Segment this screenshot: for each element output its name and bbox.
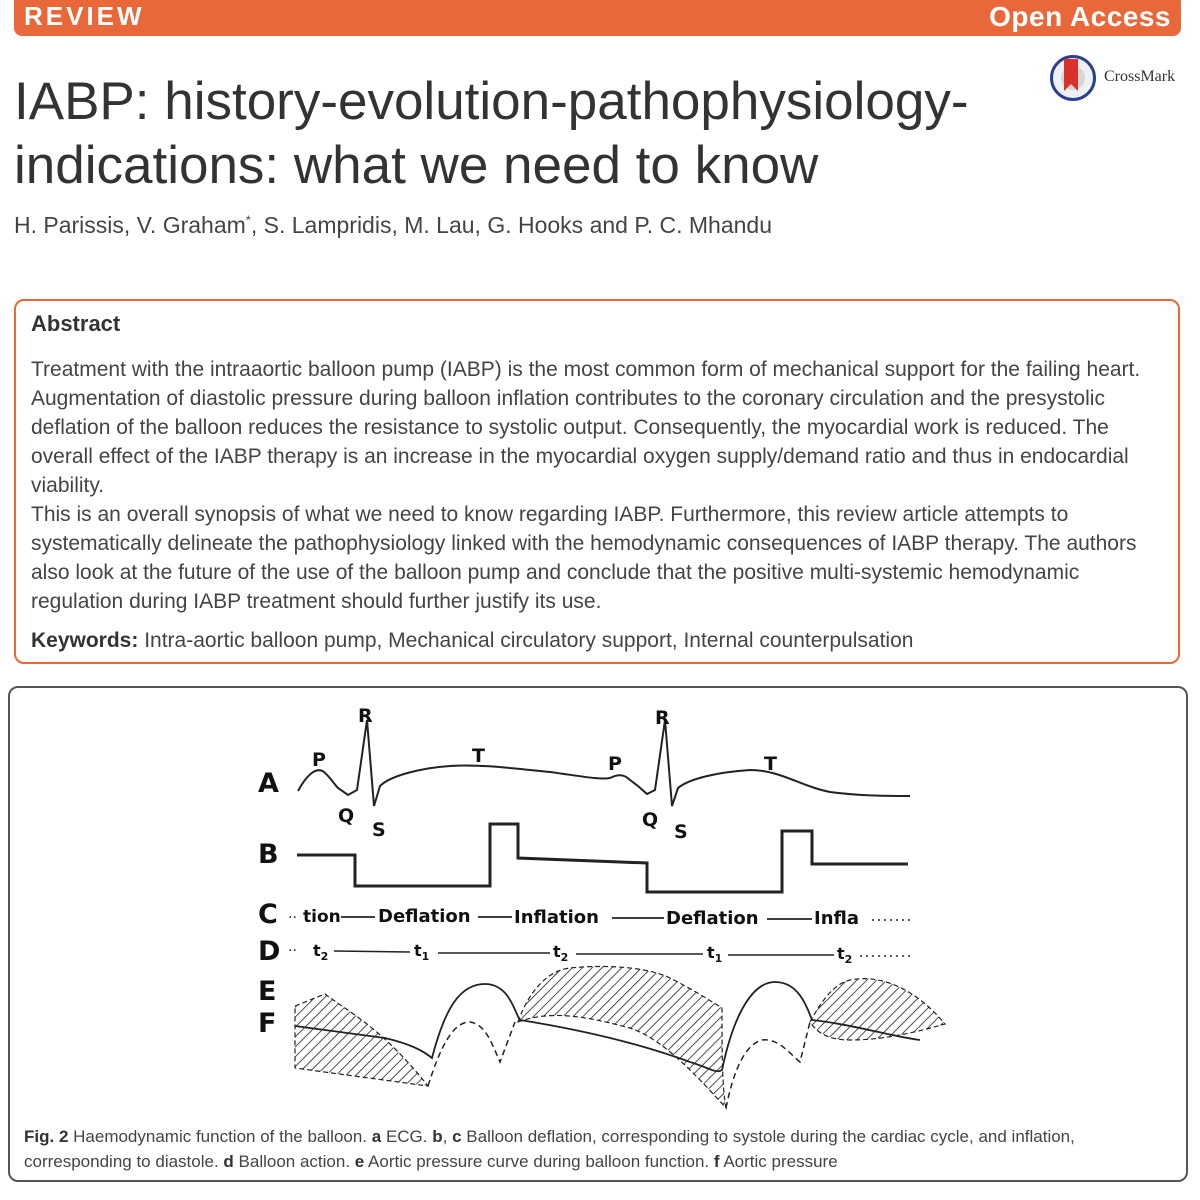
interval-t1-1: $t_1$ [414, 941, 430, 963]
svg-text:··: ·· [288, 943, 297, 959]
wave-p-1: P [312, 749, 326, 771]
interval-t2-1: $t_2$ [313, 941, 329, 963]
crossmark-label: CrossMark [1104, 68, 1176, 85]
figure-label: Fig. 2 [24, 1127, 69, 1146]
hatched-area-2 [518, 966, 726, 1108]
phase-inflation: Inflation [514, 907, 599, 928]
row-label-a: A [258, 768, 279, 799]
corresponding-author-mark[interactable]: * [245, 212, 251, 228]
wave-s-1: S [372, 819, 386, 841]
wave-t-2: T [764, 753, 777, 775]
wave-q-1: Q [338, 805, 355, 827]
phase-deflation-2: Deflation [666, 908, 759, 929]
row-label-f: F [258, 1008, 277, 1039]
figure-2 [8, 686, 1188, 1182]
abstract-paragraph-2: This is an overall synopsis of what we need to know regarding IABP. Furthermore, this review article attempts to systematically delineate the pathophysiology linked with the hemodynamic consequences of IABP therapy. The authors also look at the future of the use of the balloon pump and conclude that the positive multi-systemic hemodynamic regulation during IABP treatment should further justify its use. [31, 503, 1137, 613]
interval-t1-2: $t_1$ [707, 943, 723, 965]
row-label-e: E [258, 976, 277, 1007]
wave-q-2: Q [642, 809, 659, 831]
phase-tion: tion [303, 907, 341, 927]
hatched-area-1 [295, 994, 428, 1086]
row-label-b: B [258, 839, 279, 870]
svg-text:··: ·· [288, 910, 297, 926]
balloon-action-trace [297, 824, 908, 892]
keywords [31, 629, 913, 653]
figure-caption: Fig. 2 Haemodynamic function of the balloon. a ECG. b, c Balloon deflation, corresponding to systole during the cardiac cycle, and inflation, corresponding to diastole. d Balloon action. e Aortic pressure curve during balloon function. f Aortic pressure [24, 1127, 1075, 1171]
hatched-area-3 [810, 979, 945, 1040]
wave-r-2: R [655, 707, 670, 729]
phase-infla: Infla [814, 908, 859, 929]
author-list [14, 212, 772, 239]
abstract-body [31, 355, 1166, 616]
interval-t2-3: $t_2$ [837, 944, 853, 966]
keywords-list: Intra-aortic balloon pump, Mechanical circulatory support, Internal counterpulsation [144, 629, 914, 652]
figure-diagram [10, 688, 1186, 1118]
aortic-pressure-curve-f [428, 1022, 810, 1108]
abstract-paragraph-1: Treatment with the intraaortic balloon pump (IABP) is the most common form of mechanical support for the failing heart. Augmentation of diastolic pressure during balloon inflation contributes to the coronary circulation and the presystolic deflation of the balloon reduces the resistance to systolic output. Consequently, the myocardial work is reduced. The overall effect of the IABP therapy is an increase in the myocardial oxygen supply/demand ratio and thus in endocardial viability. [31, 358, 1141, 497]
phase-deflation-1: Deflation [378, 906, 471, 927]
section-label: REVIEW [24, 1, 145, 31]
authors-part-1: H. Parissis, V. Graham [14, 212, 246, 238]
authors-part-2: , S. Lampridis, M. Lau, G. Hooks and P. C. Mhandu [250, 212, 773, 238]
article-title: IABP: history-evolution-pathophysiology-indications: what we need to know [14, 72, 969, 195]
row-label-d: D [258, 936, 281, 967]
section-banner [14, 0, 1181, 36]
wave-r-1: R [358, 705, 373, 727]
keywords-label: Keywords: [31, 629, 139, 652]
wave-s-2: S [674, 821, 688, 843]
row-label-c: C [258, 899, 278, 930]
interval-t2-2: $t_2$ [553, 942, 569, 964]
open-access-label[interactable]: Open Access [989, 1, 1171, 32]
wave-t-1: T [472, 745, 485, 767]
abstract-box [14, 299, 1180, 664]
wave-p-2: P [608, 753, 622, 775]
ecg-trace [298, 720, 910, 806]
abstract-heading: Abstract [31, 311, 121, 336]
crossmark-badge[interactable] [1050, 55, 1190, 105]
